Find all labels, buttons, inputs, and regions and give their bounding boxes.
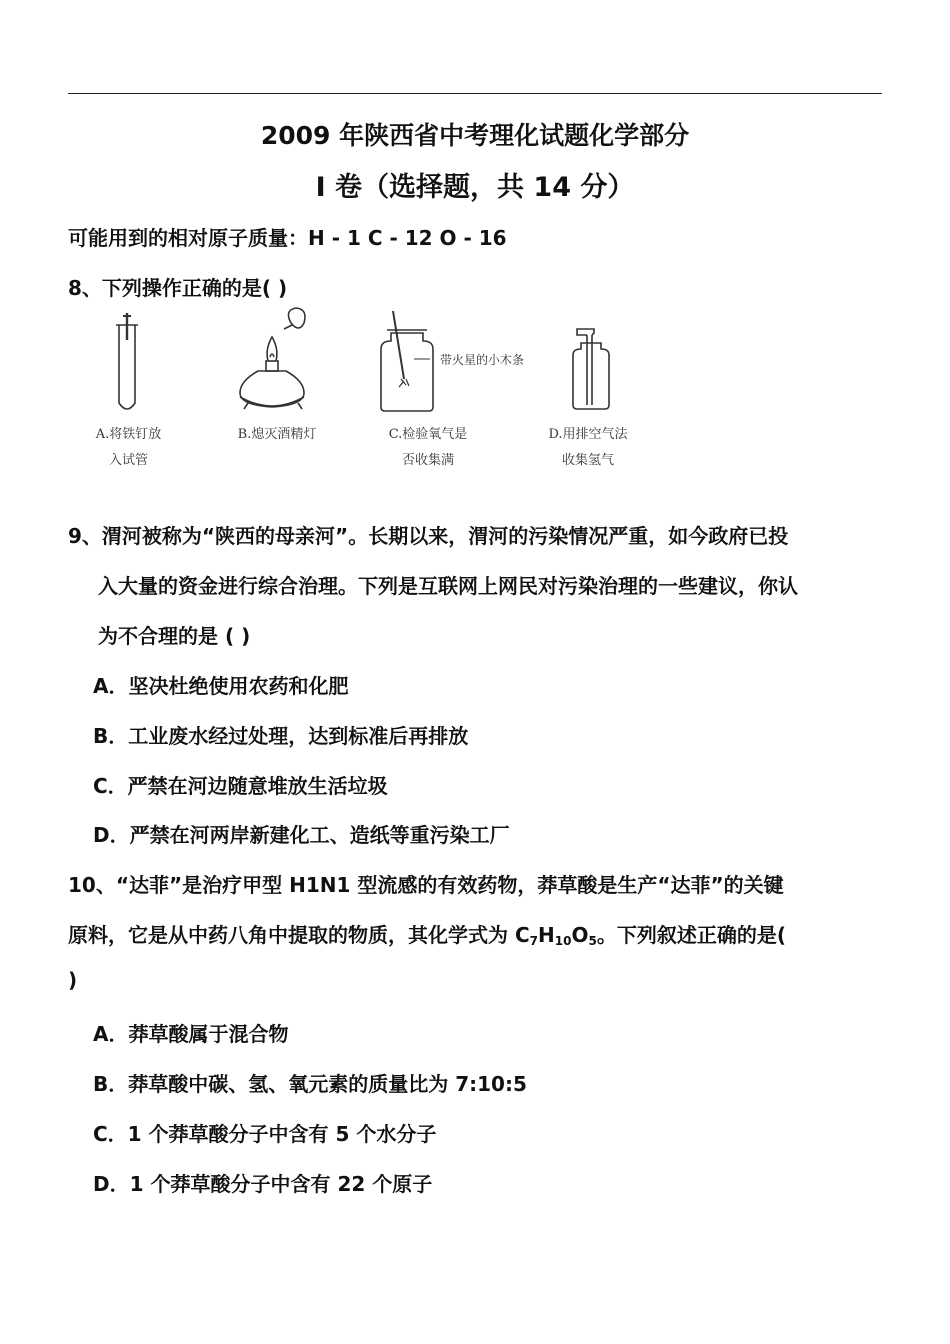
figure-caption-b: B.熄灭酒精灯: [237, 427, 317, 442]
question-9-option-b: B．工业废水经过处理，达到标准后再排放: [93, 724, 469, 748]
gas-jar-splint-icon: [381, 311, 433, 411]
question-9-option-c: C．严禁在河边随意堆放生活垃圾: [93, 774, 388, 798]
question-9-option-a: A．坚决杜绝使用农药和化肥: [93, 674, 349, 698]
question-10-stem-line-3: ): [68, 968, 78, 992]
question-10-stem-line-1: 10、“达菲”是治疗甲型 H1N1 型流感的有效药物，莽草酸是生产“达菲”的关键: [68, 873, 784, 897]
question-10-option-a: A．莽草酸属于混合物: [93, 1022, 289, 1046]
question-10-option-d: D．1 个莽草酸分子中含有 22 个原子: [93, 1172, 433, 1196]
figure-caption-a: A.将铁钉放 入试管: [95, 427, 162, 468]
gas-bottle-tube-icon: [573, 329, 609, 409]
question-9-stem-line-1: 9、渭河被称为“陕西的母亲河”。长期以来，渭河的污染情况严重，如今政府已投: [68, 524, 789, 548]
figure-caption-d: D.用排空气法 收集氢气: [548, 427, 628, 468]
question-8-figure: [68, 305, 658, 488]
question-10-stem-line-2: 原料，它是从中药八角中提取的物质，其化学式为 $C_7H_{10}O_5$。下列叙述正确的是(: [68, 923, 786, 948]
question-9-stem-line-3: 为不合理的是 ( ): [98, 624, 251, 648]
top-rule: [68, 93, 882, 94]
question-8-stem: 8、下列操作正确的是( ): [68, 276, 288, 300]
section-title: I 卷（选择题，共 14 分）: [315, 172, 635, 203]
question-10-option-c: C．1 个莽草酸分子中含有 5 个水分子: [93, 1122, 437, 1146]
question-9-stem-line-2: 入大量的资金进行综合治理。下列是互联网上网民对污染治理的一些建议，你认: [98, 574, 798, 598]
atomic-masses: 可能用到的相对原子质量：H - 1 C - 12 O - 16: [68, 226, 507, 250]
question-10-option-b: B．莽草酸中碳、氢、氧元素的质量比为 7:10:5: [93, 1072, 527, 1096]
figure-caption-c: C.检验氧气是 否收集满: [388, 427, 468, 468]
alcohol-lamp-icon: [240, 308, 305, 409]
page-title: 2009 年陕西省中考理化试题化学部分: [260, 121, 690, 150]
question-9-option-d: D．严禁在河两岸新建化工、造纸等重污染工厂: [93, 823, 510, 847]
test-tube-icon: [116, 313, 138, 409]
splint-label: 带火星的小木条: [440, 353, 525, 367]
